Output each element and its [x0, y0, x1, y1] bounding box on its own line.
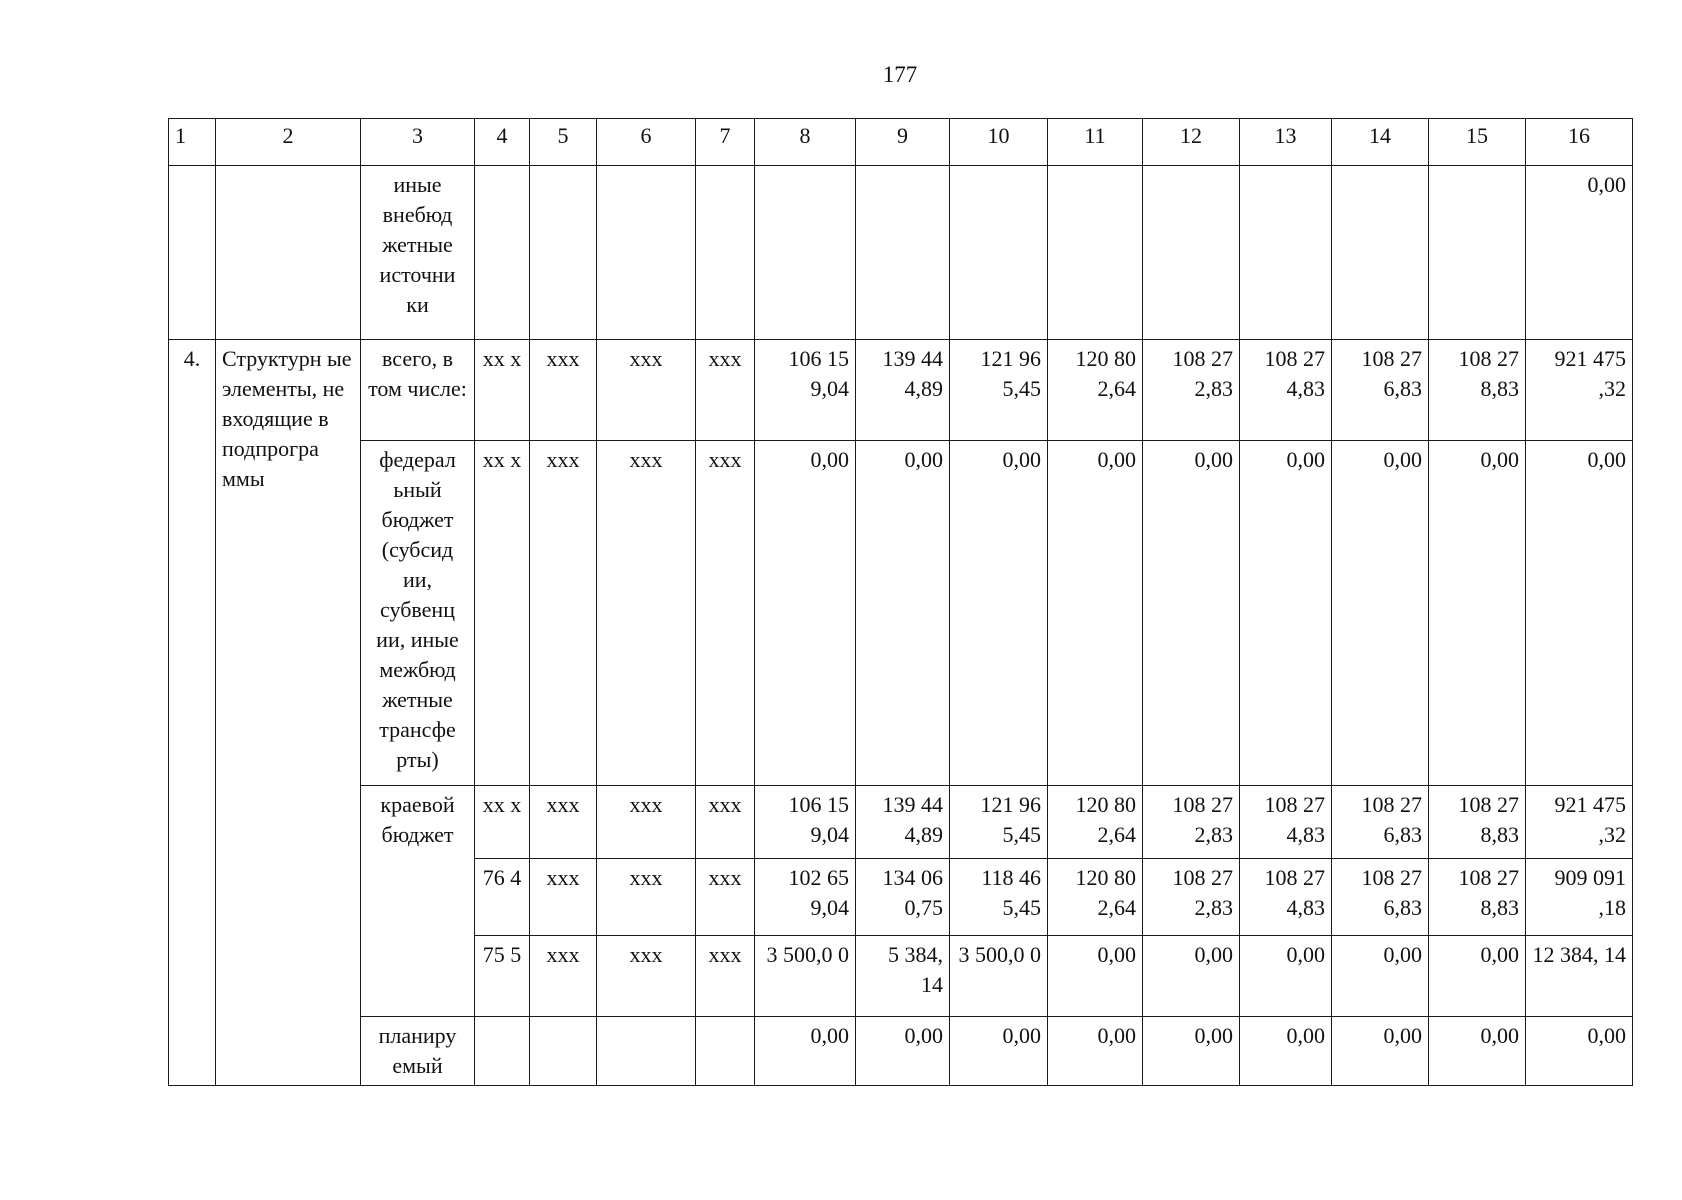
code-cell: ххх [530, 441, 597, 786]
value-cell: 0,00 [1240, 936, 1332, 1017]
value-cell: 0,00 [1143, 1017, 1240, 1086]
value-cell: 0,00 [1143, 936, 1240, 1017]
value-cell: 108 27 2,83 [1143, 859, 1240, 936]
value-cell: 106 15 9,04 [755, 786, 856, 859]
code-cell: 75 5 [475, 936, 530, 1017]
empty-cell [530, 1017, 597, 1086]
empty-cell [1143, 166, 1240, 340]
budget-table [168, 118, 1633, 1086]
value-cell: 108 27 2,83 [1143, 340, 1240, 441]
code-cell: хх х [475, 786, 530, 859]
column-header: 5 [530, 119, 597, 166]
code-cell: хх х [475, 340, 530, 441]
column-header: 8 [755, 119, 856, 166]
column-header: 7 [696, 119, 755, 166]
empty-cell [1048, 166, 1143, 340]
code-cell: ххх [696, 936, 755, 1017]
value-cell: 106 15 9,04 [755, 340, 856, 441]
column-number-header-row [169, 119, 1633, 166]
table-row-planned [169, 1017, 1633, 1086]
value-cell: 121 96 5,45 [950, 340, 1048, 441]
empty-cell [696, 1017, 755, 1086]
column-header: 2 [216, 119, 361, 166]
funding-source-label: иные внебюд жетные источни ки [361, 166, 475, 340]
empty-cell [1240, 166, 1332, 340]
funding-source-label: краевой бюджет [361, 786, 475, 1017]
group-number: 4. [169, 340, 216, 1086]
empty-cell [696, 166, 755, 340]
column-header: 14 [1332, 119, 1429, 166]
value-cell: 0,00 [1429, 1017, 1526, 1086]
empty-cell [1429, 166, 1526, 340]
empty-cell [1332, 166, 1429, 340]
funding-source-label: федерал ьный бюджет (субсид ии, субвенц ии, иные межбюд жетные трансфе рты) [361, 441, 475, 786]
value-cell: 108 27 6,83 [1332, 340, 1429, 441]
code-cell: ххх [597, 936, 696, 1017]
table-row-other-sources [169, 166, 1633, 340]
value-cell: 0,00 [1332, 936, 1429, 1017]
code-cell: ххх [696, 859, 755, 936]
value-cell: 0,00 [950, 1017, 1048, 1086]
code-cell: ххх [597, 340, 696, 441]
column-header: 6 [597, 119, 696, 166]
empty-cell [530, 166, 597, 340]
column-header: 13 [1240, 119, 1332, 166]
code-cell: ххх [597, 786, 696, 859]
code-cell: 76 4 [475, 859, 530, 936]
column-header: 1 [169, 119, 216, 166]
value-cell: 0,00 [1143, 441, 1240, 786]
value-cell: 0,00 [1332, 441, 1429, 786]
value-cell: 108 27 6,83 [1332, 859, 1429, 936]
value-cell: 0,00 [1526, 1017, 1633, 1086]
table-row-federal [169, 441, 1633, 786]
value-cell: 0,00 [856, 1017, 950, 1086]
code-cell: ххх [530, 340, 597, 441]
value-cell: 108 27 8,83 [1429, 786, 1526, 859]
funding-source-label: всего, в том числе: [361, 340, 475, 441]
value-cell: 0,00 [1240, 441, 1332, 786]
column-header: 10 [950, 119, 1048, 166]
value-cell: 108 27 8,83 [1429, 859, 1526, 936]
value-cell: 108 27 6,83 [1332, 786, 1429, 859]
value-cell: 909 091 ,18 [1526, 859, 1633, 936]
value-cell: 0,00 [856, 441, 950, 786]
code-cell: ххх [530, 859, 597, 936]
value-cell: 5 384, 14 [856, 936, 950, 1017]
column-header: 3 [361, 119, 475, 166]
empty-cell [950, 166, 1048, 340]
value-cell: 118 46 5,45 [950, 859, 1048, 936]
code-cell: ххх [696, 786, 755, 859]
code-cell: ххх [696, 441, 755, 786]
value-cell: 0,00 [950, 441, 1048, 786]
value-cell: 0,00 [1048, 936, 1143, 1017]
value-cell: 0,00 [1429, 936, 1526, 1017]
code-cell: ххх [696, 340, 755, 441]
empty-cell [475, 166, 530, 340]
empty-cell [597, 166, 696, 340]
value-cell: 0,00 [755, 1017, 856, 1086]
value-cell: 0,00 [1048, 441, 1143, 786]
value-cell: 0,00 [1526, 166, 1633, 340]
code-cell: ххх [597, 859, 696, 936]
table-row-krai [169, 786, 1633, 859]
value-cell: 102 65 9,04 [755, 859, 856, 936]
column-header: 15 [1429, 119, 1526, 166]
code-cell: ххх [530, 786, 597, 859]
value-cell: 0,00 [1240, 1017, 1332, 1086]
value-cell: 108 27 8,83 [1429, 340, 1526, 441]
value-cell: 0,00 [1429, 441, 1526, 786]
column-header: 9 [856, 119, 950, 166]
value-cell: 0,00 [1332, 1017, 1429, 1086]
value-cell: 120 80 2,64 [1048, 859, 1143, 936]
code-cell: ххх [597, 441, 696, 786]
value-cell: 108 27 2,83 [1143, 786, 1240, 859]
value-cell: 0,00 [755, 441, 856, 786]
value-cell: 139 44 4,89 [856, 340, 950, 441]
value-cell: 120 80 2,64 [1048, 786, 1143, 859]
column-header: 11 [1048, 119, 1143, 166]
page-number: 177 [882, 62, 918, 87]
code-cell: ххх [530, 936, 597, 1017]
empty-cell [755, 166, 856, 340]
empty-cell [216, 166, 361, 340]
value-cell: 3 500,0 0 [755, 936, 856, 1017]
empty-cell [169, 166, 216, 340]
value-cell: 108 27 4,83 [1240, 786, 1332, 859]
column-header: 12 [1143, 119, 1240, 166]
value-cell: 0,00 [1526, 441, 1633, 786]
value-cell: 134 06 0,75 [856, 859, 950, 936]
funding-source-label: планиру емый [361, 1017, 475, 1086]
column-header: 16 [1526, 119, 1633, 166]
value-cell: 120 80 2,64 [1048, 340, 1143, 441]
group-name: Структурн ые элементы, не входящие в подпрогра ммы [216, 340, 361, 1086]
table-row-total [169, 340, 1633, 441]
value-cell: 139 44 4,89 [856, 786, 950, 859]
value-cell: 921 475 ,32 [1526, 340, 1633, 441]
code-cell: хх х [475, 441, 530, 786]
value-cell: 108 27 4,83 [1240, 340, 1332, 441]
value-cell: 3 500,0 0 [950, 936, 1048, 1017]
value-cell: 108 27 4,83 [1240, 859, 1332, 936]
value-cell: 921 475 ,32 [1526, 786, 1633, 859]
value-cell: 121 96 5,45 [950, 786, 1048, 859]
empty-cell [856, 166, 950, 340]
value-cell: 0,00 [1048, 1017, 1143, 1086]
empty-cell [475, 1017, 530, 1086]
empty-cell [597, 1017, 696, 1086]
value-cell: 12 384, 14 [1526, 936, 1633, 1017]
column-header: 4 [475, 119, 530, 166]
